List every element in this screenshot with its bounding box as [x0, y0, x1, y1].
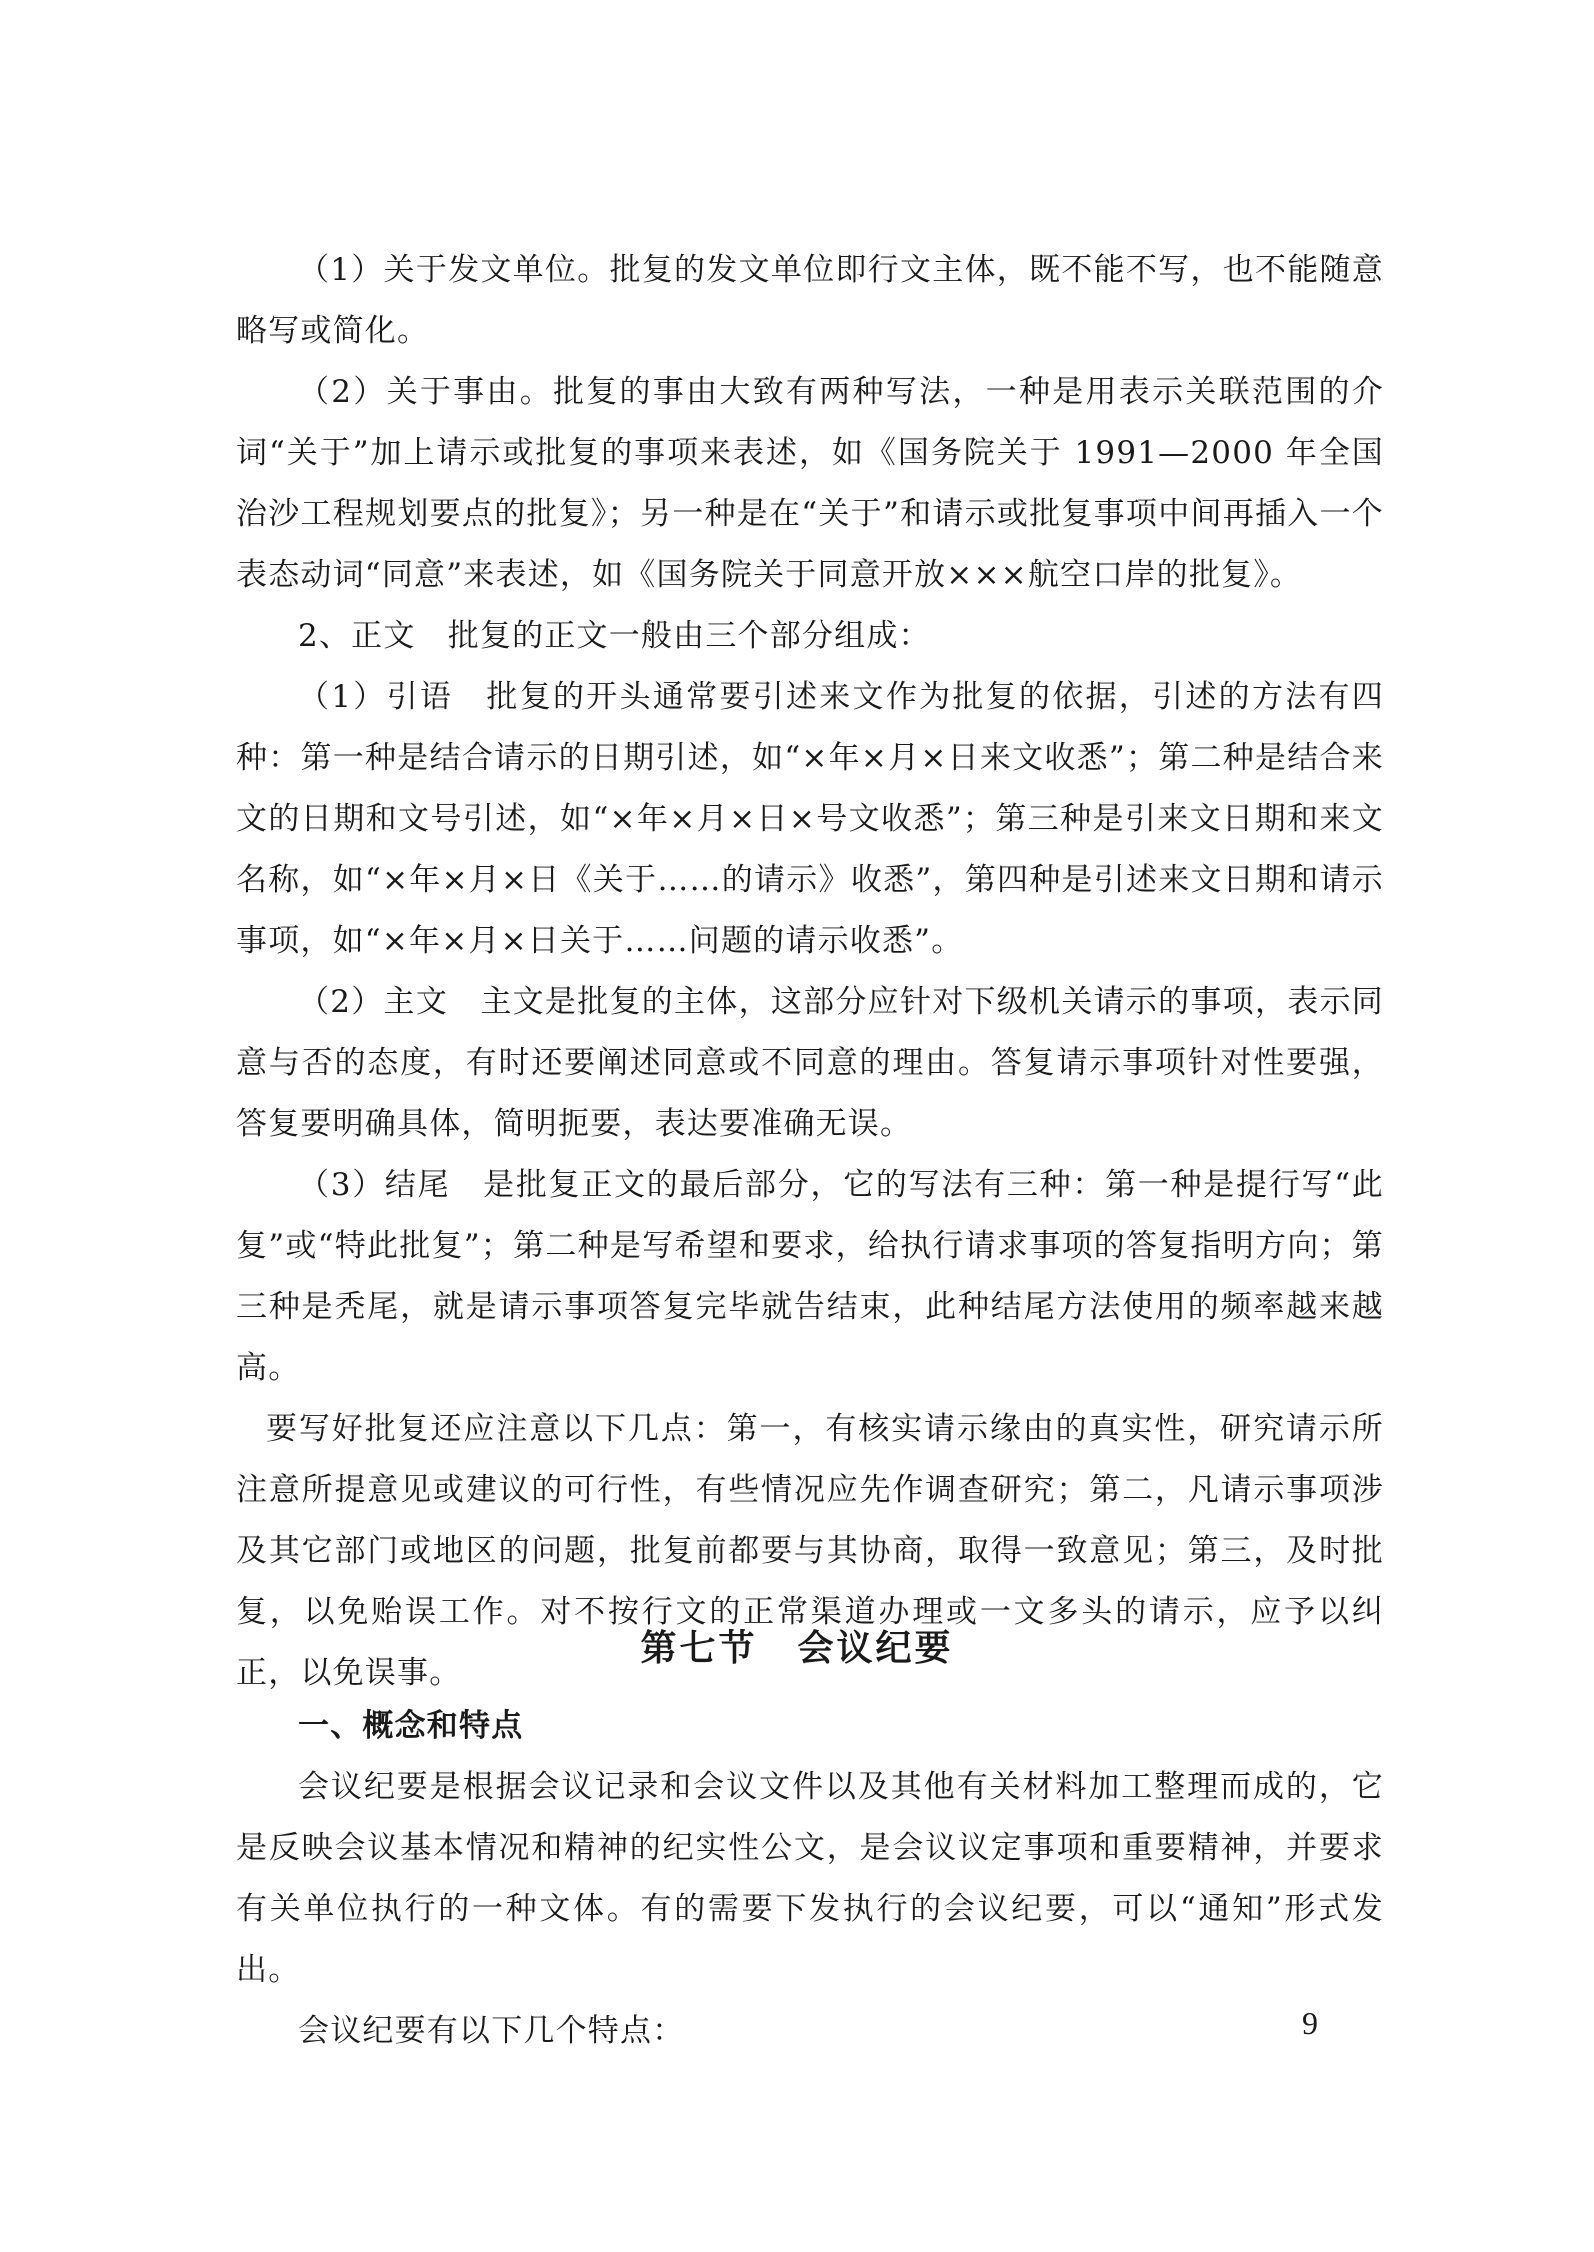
section-number: 第七节 — [640, 1628, 758, 1669]
paragraph-main-body: （2）主文 主文是批复的主体，这部分应针对下级机关请示的事项，表示同意与否的态度，有时还要阐述同意或不同意的理由。答复请示事项针对性要强，答复要明确具体，简明扼要，表达要准确无误。 — [236, 984, 1384, 1142]
paragraph-ending: （3）结尾 是批复正文的最后部分，它的写法有三种：第一种是提行写“此复”或“特此批复”；第二种是写希望和要求，给执行请求事项的答复指明方向；第三种是秃尾，就是请示事项答复完毕就告结束，此种结尾方法使用的频率越来越高。 — [236, 1167, 1384, 1386]
paragraph-main-text-intro: 2、正文 批复的正文一般由三个部分组成： — [298, 618, 931, 654]
paragraph-features-intro: 会议纪要有以下几个特点： — [298, 2013, 685, 2049]
section-heading — [0, 1620, 1594, 1671]
paragraph-quote: （1）引语 批复的开头通常要引述来文作为批复的依据，引述的方法有四种：第一种是结合请示的日期引述，如“×年×月×日来文收悉”；第二种是结合来文的日期和文号引述，如“×年×月×日×号文收悉”；第三种是引来文日期和来文名称，如“×年×月×日《关于……的请示》收悉”，第四种是引述来文日期和请示事项，如“×年×月×日关于……问题的请示收悉”。 — [236, 679, 1384, 959]
paragraph-notes: 要写好批复还应注意以下几点：第一，有核实请示缘由的真实性，研究请示所注意所提意见或建议的可行性，有些情况应先作调查研究；第二，凡请示事项涉及其它部门或地区的问题，批复前都要与其协商，取得一致意见；第三，及时批复，以免贻误工作。对不按行文的正常渠道办理或一文多头的请示，应予以纠正，以免误事。 — [236, 1411, 1384, 1691]
body-text-block-2 — [236, 1696, 1384, 2062]
paragraph-definition: 会议纪要是根据会议记录和会议文件以及其他有关材料加工整理而成的，它是反映会议基本情况和精神的纪实性公文，是会议议定事项和重要精神，并要求有关单位执行的一种文体。有的需要下发执行的会议纪要，可以“通知”形式发出。 — [236, 1769, 1384, 1988]
paragraph-subject: （2）关于事由。批复的事由大致有两种写法，一种是用表示关联范围的介词“关于”加上请示或批复的事项来表述，如《国务院关于 1991—2000 年全国治沙工程规划要点的批复》；另一种是在“关于”和请示或批复事项中间再插入一个表态动词“同意”来表述，如《国务院关于同意开放×××航空口岸的批复》。 — [236, 374, 1384, 593]
paragraph-issuer: （1）关于发文单位。批复的发文单位即行文主体，既不能不写，也不能随意略写或简化。 — [236, 252, 1384, 349]
section-title: 会议纪要 — [797, 1628, 954, 1669]
body-text-block-1 — [236, 240, 1384, 1704]
subheading: 一、概念和特点 — [298, 1708, 524, 1744]
page-number: 9 — [1302, 2005, 1318, 2041]
